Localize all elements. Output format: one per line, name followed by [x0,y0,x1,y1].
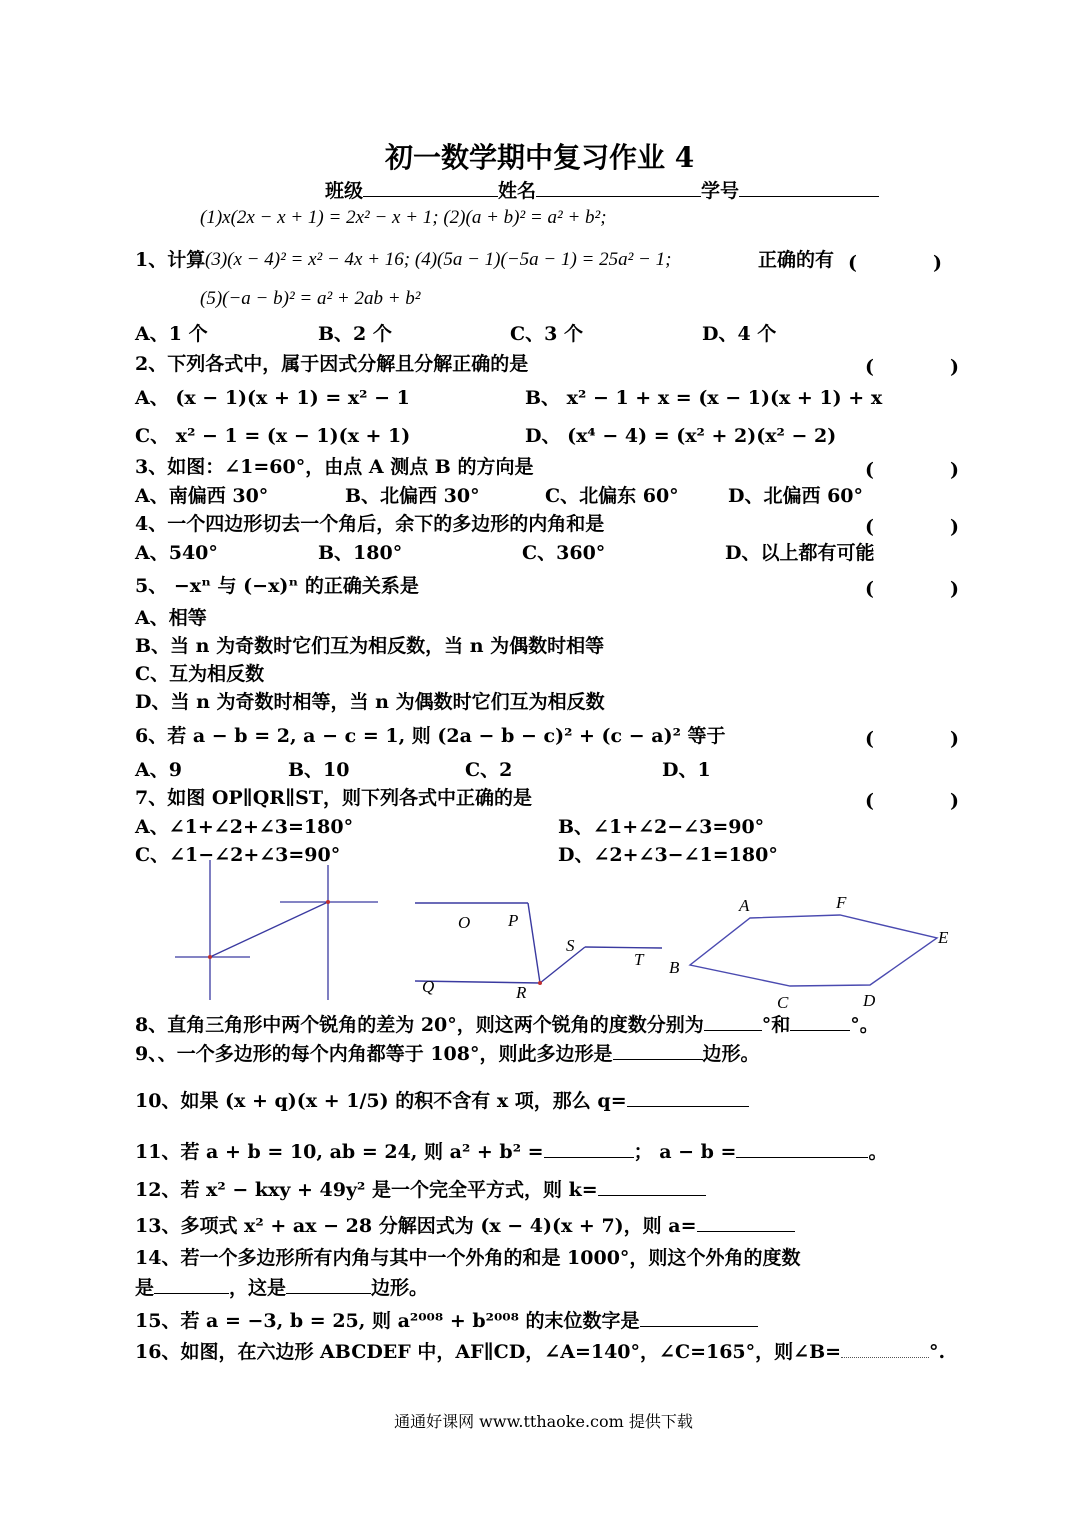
q1-option-a: A、1 个 [135,323,208,345]
q12-text: 12、若 x² − kxy + 49y² 是一个完全平方式，则 k= [135,1179,598,1201]
q10-row [135,1088,749,1113]
point-b [208,955,212,959]
q11-end: 。 [868,1141,888,1163]
number-field[interactable] [739,178,879,197]
q9-end: 边形。 [702,1043,760,1065]
q6-option-b: B、10 [288,759,350,781]
q1-line1: (1)x(2x − x + 1) = 2x² − x + 1; (2)(a + b)² = a² + b²; [200,207,607,228]
line-pr [528,903,540,983]
q16-end: °. [929,1341,946,1363]
q14-line1: 14、若一个多边形所有内角与其中一个外角的和是 1000°，则这个外角的度数 [135,1247,801,1269]
q7-option-b: B、∠1+∠2−∠3=90° [558,816,765,838]
q11-text: 11、若 a + b = 10, ab = 24, 则 a² + b² = [135,1141,544,1163]
q1-line2: (3)(x − 4)² = x² − 4x + 16; (4)(5a − 1)(−5a − 1) = 25a² − 1; [205,249,672,270]
q6-option-a: A、9 [135,759,182,781]
q8-text: 8、直角三角形中两个锐角的差为 20°，则这两个锐角的度数分别为 [135,1014,704,1036]
q11-blank-2[interactable] [736,1139,868,1158]
label-c: C [777,993,789,1012]
q14-line2-mid: ，这是 [229,1277,287,1299]
label-b: B [669,958,680,977]
line-st [585,947,662,948]
q2-option-d: D、 (x⁴ − 4) = (x² + 2)(x² − 2) [525,425,837,447]
q1-option-b: B、2 个 [318,323,392,345]
q12-row [135,1177,706,1202]
line-ab [210,902,328,957]
q8-blank-2[interactable] [790,1012,850,1031]
q5-option-c: C、互为相反数 [135,663,265,685]
q5-option-b: B、当 n 为奇数时它们互为相反数，当 n 为偶数时相等 [135,635,605,657]
q16-row [135,1340,945,1364]
q3-answer-paren[interactable]: ( ) [865,459,959,481]
q15-blank[interactable] [640,1308,758,1327]
q13-row [135,1213,795,1238]
q15-row [135,1308,758,1333]
q8-mid: °和 [761,1014,791,1036]
q9-row [135,1041,760,1066]
q9-blank[interactable] [613,1041,703,1060]
q2-answer-paren[interactable]: ( ) [865,356,959,378]
q14-line2-end: 边形。 [371,1277,429,1299]
q14-blank-2[interactable] [286,1275,371,1294]
figure-bearing [165,860,385,1005]
name-label: 姓名 [498,180,537,202]
q1-answer-paren[interactable]: ( ) [848,252,942,274]
q5-text: 5、 −xⁿ 与 (−x)ⁿ 的正确关系是 [135,575,419,597]
point-a [326,900,330,904]
q14-line2-start: 是 [135,1277,155,1299]
q4-option-b: B、180° [318,542,403,564]
label-r: R [516,983,527,1002]
q4-answer-paren[interactable]: ( ) [865,516,959,538]
q2-text: 2、下列各式中，属于因式分解且分解正确的是 [135,353,529,375]
q10-text: 10、如果 (x + q)(x + 1/5) 的积不含有 x 项，那么 q= [135,1090,627,1112]
line-rs [540,947,585,983]
label-p: P [508,911,519,930]
q13-text: 13、多项式 x² + ax − 28 分解因式为 (x − 4)(x + 7)，则 a= [135,1215,697,1237]
q4-option-c: C、360° [522,542,606,564]
q7-option-a: A、∠1+∠2+∠3=180° [135,816,354,838]
q2-option-c: C、 x² − 1 = (x − 1)(x + 1) [135,425,411,447]
page-footer: 通通好课网 www.tthaoke.com 提供下载 [394,1412,693,1431]
q16-blank[interactable] [841,1341,929,1358]
q7-option-c: C、∠1−∠2+∠3=90° [135,844,341,866]
number-label: 学号 [701,180,740,202]
q4-option-a: A、540° [135,542,218,564]
q13-blank[interactable] [697,1213,795,1232]
q4-option-d: D、以上都有可能 [725,542,875,564]
q3-option-b: B、北偏西 30° [345,485,480,507]
label-t: T [634,950,644,969]
class-field[interactable] [363,178,498,197]
q7-text: 7、如图 OP∥QR∥ST，则下列各式中正确的是 [135,787,532,809]
q3-option-c: C、北偏东 60° [545,485,679,507]
q8-row [135,1012,879,1037]
q1-prefix: 1、计算 [135,249,206,271]
point-r [538,981,542,985]
q4-text: 4、一个四边形切去一个角后，余下的多边形的内角和是 [135,513,605,535]
q6-option-d: D、1 [662,759,711,781]
q12-blank[interactable] [598,1177,706,1196]
class-label: 班级 [325,180,364,202]
q11-blank-1[interactable] [544,1139,634,1158]
label-s: S [566,936,575,955]
q5-option-d: D、当 n 为奇数时相等，当 n 为偶数时它们互为相反数 [135,691,605,713]
header-row [325,178,879,203]
label-f: F [836,893,847,912]
q1-suffix: 正确的有 [758,249,835,271]
q5-answer-paren[interactable]: ( ) [865,578,959,600]
q3-option-a: A、南偏西 30° [135,485,269,507]
page-title: 初一数学期中复习作业 4 [385,141,695,174]
q15-text: 15、若 a = −3, b = 25, 则 a²⁰⁰⁸ + b²⁰⁰⁸ 的末位数字是 [135,1310,640,1332]
label-a: A [739,896,750,915]
q5-option-a: A、相等 [135,607,207,629]
figure-parallel-lines [410,895,670,1005]
label-q: Q [422,977,435,996]
q7-option-d: D、∠2+∠3−∠1=180° [558,844,778,866]
q2-option-a: A、 (x − 1)(x + 1) = x² − 1 [135,387,410,409]
q1-line3: (5)(−a − b)² = a² + 2ab + b² [200,288,421,309]
q16-text: 16、如图，在六边形 ABCDEF 中，AF∥CD，∠A=140°，∠C=165°，则∠B= [135,1341,842,1363]
hexagon-abcdef [690,915,937,986]
q7-answer-paren[interactable]: ( ) [865,790,959,812]
figure-hexagon [665,890,965,1015]
q2-option-b: B、 x² − 1 + x = (x − 1)(x + 1) + x [525,387,883,409]
q1-option-d: D、4 个 [702,323,777,345]
q14-blank-1[interactable] [154,1275,229,1294]
name-field[interactable] [536,178,701,197]
label-d: D [863,991,876,1010]
label-o: O [458,913,471,932]
q10-blank[interactable] [627,1088,749,1107]
q6-text: 6、若 a − b = 2, a − c = 1, 则 (2a − b − c)² + (c − a)² 等于 [135,725,726,747]
label-e: E [938,928,949,947]
q3-option-d: D、北偏西 60° [728,485,864,507]
q3-text: 3、如图：∠1=60°，由点 A 测点 B 的方向是 [135,456,534,478]
q11-row [135,1139,888,1164]
q14-line2 [135,1275,428,1300]
q11-mid: ； a − b = [633,1141,737,1163]
q9-text: 9、、一个多边形的每个内角都等于 108°，则此多边形是 [135,1043,613,1065]
q8-end: °。 [850,1014,879,1036]
q8-blank-1[interactable] [704,1012,762,1031]
q6-answer-paren[interactable]: ( ) [865,728,959,750]
q6-option-c: C、2 [465,759,513,781]
q1-option-c: C、3 个 [510,323,583,345]
